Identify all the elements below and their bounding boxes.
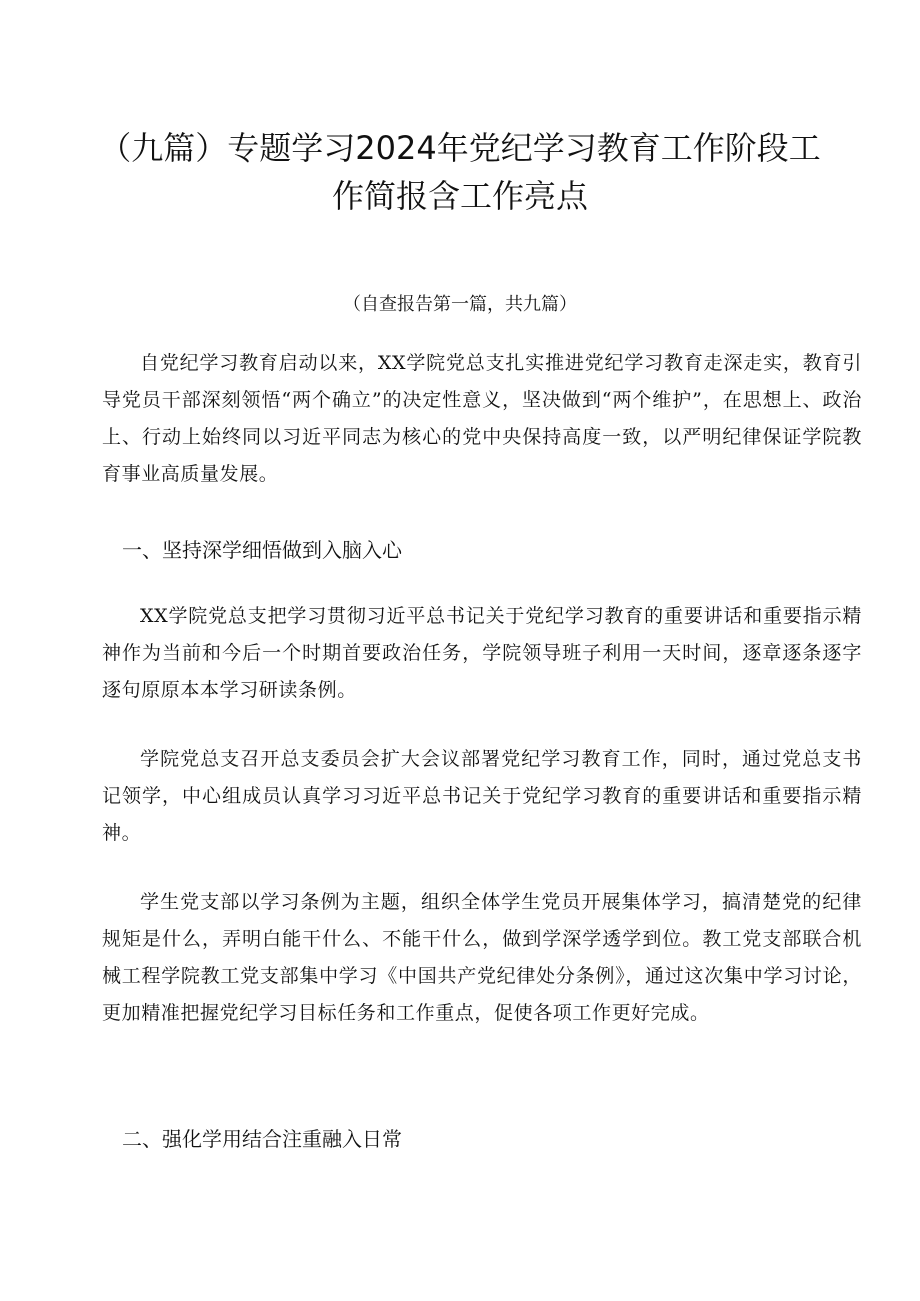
section-heading-1: 一、坚持深学细悟做到入脑入心 bbox=[122, 538, 402, 562]
paragraph-1: XX学院党总支把学习贯彻习近平总书记关于党纪学习教育的重要讲话和重要指示精神作为当前和今后一个时期首要政治任务，学院领导班子利用一天时间，逐章逐条逐字逐句原原本本学习研读条例。 bbox=[102, 605, 862, 701]
document-title bbox=[90, 124, 830, 220]
document-title-line-1: （九篇）专题学习2024年党纪学习教育工作阶段工 bbox=[99, 129, 821, 167]
paragraph-intro: 自党纪学习教育启动以来，XX学院党总支扎实推进党纪学习教育走深走实，教育引导党员干部深刻领悟“两个确立”的决定性意义，坚决做到“两个维护”，在思想上、政治上、行动上始终同以习近平同志为核心的党中央保持高度一致，以严明纪律保证学院教育事业高质量发展。 bbox=[102, 352, 862, 485]
document-subtitle: （自查报告第一篇，共九篇） bbox=[343, 294, 577, 315]
paragraph-2: 学院党总支召开总支委员会扩大会议部署党纪学习教育工作，同时，通过党总支书记领学，中心组成员认真学习习近平总书记关于党纪学习教育的重要讲话和重要指示精神。 bbox=[102, 748, 862, 844]
paragraph-3: 学生党支部以学习条例为主题，组织全体学生党员开展集体学习，搞清楚党的纪律规矩是什么，弄明白能干什么、不能干什么，做到学深学透学到位。教工党支部联合机械工程学院教工党支部集中学习《中国共产党纪律处分条例》，通过这次集中学习讨论，更加精准把握党纪学习目标任务和工作重点，促使各项工作更好完成。 bbox=[102, 891, 862, 1024]
section-heading-2: 二、强化学用结合注重融入日常 bbox=[122, 1127, 402, 1151]
document-title-line-2: 作简报含工作亮点 bbox=[331, 177, 588, 215]
